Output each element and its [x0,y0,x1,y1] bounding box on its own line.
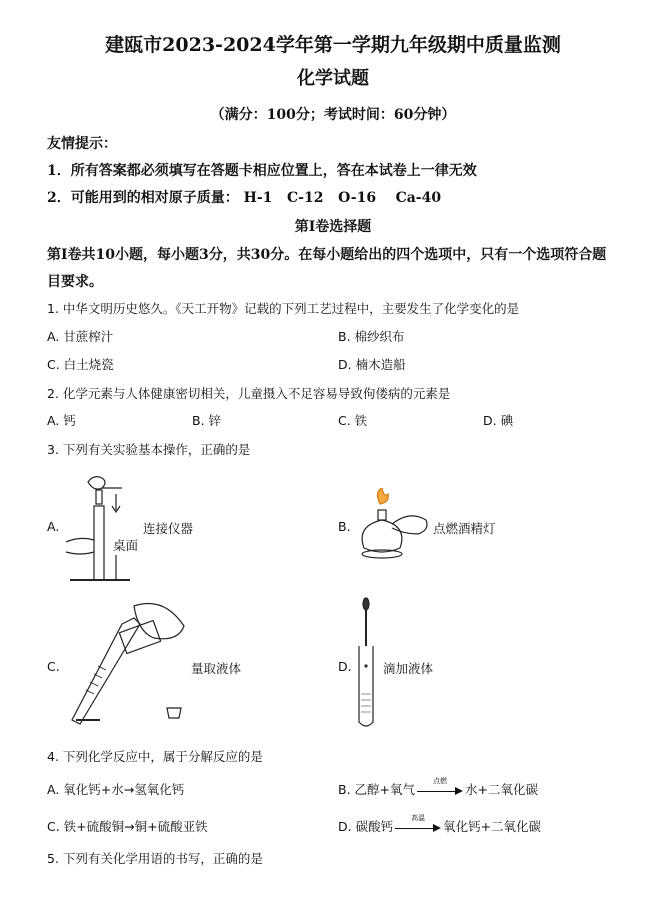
stopper-icon [96,490,102,504]
q3-option-d-letter[interactable]: D. [338,659,352,674]
q2-option-c[interactable]: C. 铁 [338,413,368,428]
flame-icon [377,488,388,504]
q4-option-c[interactable]: C. 铁+硫酸铜→铜+硫酸亚铁 [47,819,208,834]
section-title: 第Ⅰ卷选择题 [294,219,372,235]
dropper-bulb-icon [363,598,369,610]
question-5-stem: 5. 下列有关化学用语的书写，正确的是 [47,851,263,866]
connect-apparatus-figure [60,470,140,585]
question-4-stem: 4. 下列化学反应中，属于分解反应的是 [47,749,263,764]
lamp-body-icon [362,520,402,552]
exam-meta: （满分：100分；考试时间：60分钟） [210,107,456,123]
q4-option-b-right: 水+二氧化碳 [465,782,538,797]
reaction-arrow [417,776,463,797]
q3-option-c-caption: 量取液体 [191,661,242,676]
page-title: 建瓯市2023-2024学年第一学期九年级期中质量监测 [105,34,561,56]
desk-label: 桌面 [113,538,139,553]
q4-option-d[interactable] [338,813,542,835]
hand-bottom-icon [66,538,94,554]
q1-option-a[interactable]: A. 甘蔗榨汁 [47,329,114,344]
tip-2 [47,187,441,207]
graduated-cylinder-icon [72,618,140,724]
q3-option-b-letter[interactable]: B. [338,519,351,534]
test-tube-icon [359,646,373,726]
q1-option-b[interactable]: B. 棉纱织布 [338,329,405,344]
reaction-arrow [395,813,441,834]
q4-option-d-left: D. 碳酸钙 [338,819,394,834]
q2-option-a[interactable]: A. 钙 [47,413,76,428]
q4-option-b-left: B. 乙醇+氧气 [338,782,415,797]
q4-option-a[interactable]: A. 氧化钙+水→氢氧化钙 [47,782,185,797]
q3-option-d-caption: 滴加液体 [383,661,434,676]
q3-option-a-letter[interactable]: A. [47,519,60,534]
q3-option-b-caption: 点燃酒精灯 [433,521,496,536]
question-3-stem: 3. 下列有关实验基本操作，正确的是 [47,442,251,457]
test-tube-icon [94,506,104,580]
dropper-test-tube-figure [356,596,376,730]
section-instructions-2: 目要求。 [47,274,103,290]
stopper-small-icon [165,706,183,720]
q3-option-c-letter[interactable]: C. [47,659,60,674]
q4-option-b[interactable] [338,776,538,798]
reaction-condition: 高温 [411,813,426,822]
hand-bottle-icon [134,604,184,639]
alcohol-lamp-figure [352,488,432,570]
q2-option-d[interactable]: D. 碘 [483,413,514,428]
second-lamp-icon [392,516,427,534]
q2-option-b[interactable]: B. 锌 [192,413,222,428]
tips-heading: 友情提示： [47,136,117,152]
question-1-stem: 1. 中华文明历史悠久。《天工开物》记载的下列工艺过程中，主要发生了化学变化的是 [47,301,520,316]
q3-option-a-caption: 连接仪器 [143,521,194,536]
tip-1: 1．所有答案都必须填写在答题卡相应位置上，答在本试卷上一律无效 [47,163,477,179]
tip-2-label: 2．可能用到的相对原子质量： [47,190,239,206]
hand-top-icon [88,477,105,489]
section-instructions-1: 第Ⅰ卷共10小题，每小题3分，共30分。在每小题给出的四个选项中，只有一个选项符合题 [47,247,607,263]
q1-option-c[interactable]: C. 白土烧瓷 [47,357,114,372]
page-subtitle: 化学试题 [297,68,369,89]
reaction-condition: 点燃 [433,776,447,785]
tip-2-masses: H-1 C-12 O-16 Ca-40 [243,190,442,206]
question-2-stem: 2. 化学元素与人体健康密切相关，儿童摄入不足容易导致佝偻病的元素是 [47,386,451,401]
q1-option-d[interactable]: D. 楠木造船 [338,357,406,372]
q4-option-d-right: 氧化钙+二氧化碳 [443,819,542,834]
wick-icon [378,510,386,520]
